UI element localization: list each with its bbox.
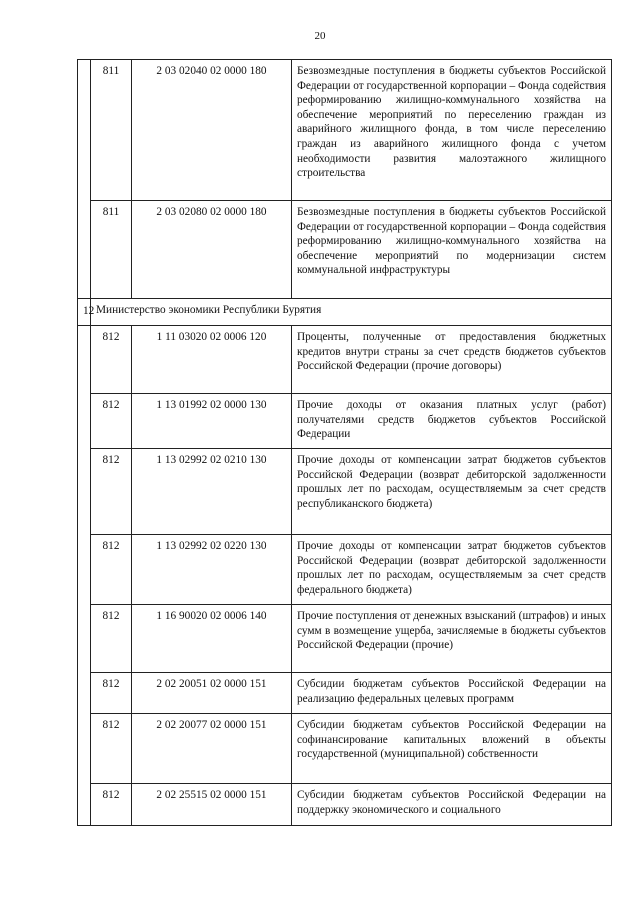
revenue-name-cell: Субсидии бюджетам субъектов Российской Федерации на реализацию федеральных целевых программ — [292, 673, 612, 714]
ministry-name: Министерство экономики Республики Бурятия — [91, 299, 612, 326]
admin-code-cell: 812 — [91, 714, 132, 784]
revenue-code-cell: 2 03 02040 02 0000 180 — [132, 60, 292, 201]
table-row — [78, 605, 612, 673]
revenue-code-cell: 2 03 02080 02 0000 180 — [132, 201, 292, 299]
revenue-name-cell: Прочие доходы от оказания платных услуг (работ) получателями средств бюджетов субъектов Российской Федерации — [292, 394, 612, 449]
admin-code-cell: 812 — [91, 784, 132, 826]
revenue-codes-table — [77, 59, 612, 826]
admin-code-cell: 811 — [91, 60, 132, 201]
row-number-cell — [78, 326, 91, 826]
revenue-name-cell: Субсидии бюджетам субъектов Российской Федерации на поддержку экономического и социального — [292, 784, 612, 826]
revenue-code-cell: 1 11 03020 02 0006 120 — [132, 326, 292, 394]
table-row — [78, 60, 612, 201]
ministry-row — [78, 299, 612, 326]
revenue-code-cell: 2 02 20051 02 0000 151 — [132, 673, 292, 714]
page-number: 20 — [314, 30, 326, 42]
table-row — [78, 326, 612, 394]
table-row — [78, 784, 612, 826]
admin-code-cell: 812 — [91, 535, 132, 605]
table-row — [78, 394, 612, 449]
revenue-code-cell: 1 13 02992 02 0220 130 — [132, 535, 292, 605]
revenue-code-cell: 2 02 25515 02 0000 151 — [132, 784, 292, 826]
admin-code-cell: 812 — [91, 449, 132, 535]
revenue-code-cell: 1 13 01992 02 0000 130 — [132, 394, 292, 449]
table-row — [78, 673, 612, 714]
admin-code-cell: 811 — [91, 201, 132, 299]
revenue-name-cell: Прочие поступления от денежных взысканий (штрафов) и иных сумм в возмещение ущерба, зачисляемые в бюджеты субъектов Российской Федерации (прочие) — [292, 605, 612, 673]
revenue-code-cell: 1 13 02992 02 0210 130 — [132, 449, 292, 535]
revenue-name-cell: Прочие доходы от компенсации затрат бюджетов субъектов Российской Федерации (возврат дебиторской задолженности прошлых лет по расходам, осуществляемым за счет средств республиканского бюджета) — [292, 449, 612, 535]
revenue-name-cell: Прочие доходы от компенсации затрат бюджетов субъектов Российской Федерации (возврат дебиторской задолженности прошлых лет по расходам, осуществляемым за счет средств федерального бюджета) — [292, 535, 612, 605]
row-number-cell — [78, 60, 91, 299]
admin-code-cell: 812 — [91, 673, 132, 714]
revenue-code-cell: 2 02 20077 02 0000 151 — [132, 714, 292, 784]
revenue-name-cell: Субсидии бюджетам субъектов Российской Федерации на софинансирование капитальных вложений в объекты государственной (муниципальной) собственности — [292, 714, 612, 784]
revenue-name-cell: Безвозмездные поступления в бюджеты субъектов Российской Федерации от государственной корпорации – Фонда содействия реформированию жилищно-коммунального хозяйства на обеспечение мероприятий по модернизации систем коммунальной инфраструктуры — [292, 201, 612, 299]
revenue-name-cell: Безвозмездные поступления в бюджеты субъектов Российской Федерации от государственной корпорации – Фонда содействия реформированию жилищно-коммунального хозяйства на обеспечение мероприятий по переселению граждан из аварийного жилищного фонда, в том числе переселению граждан из аварийного жилищного фонда с учетом необходимости развития малоэтажного жилищного строительства — [292, 60, 612, 201]
table-row — [78, 714, 612, 784]
table-row — [78, 201, 612, 299]
table-row — [78, 449, 612, 535]
admin-code-cell: 812 — [91, 326, 132, 394]
table-row — [78, 535, 612, 605]
revenue-name-cell: Проценты, полученные от предоставления бюджетных кредитов внутри страны за счет средств бюджетов субъектов Российской Федерации (прочие договоры) — [292, 326, 612, 394]
revenue-code-cell: 1 16 90020 02 0006 140 — [132, 605, 292, 673]
ministry-number: 12 — [78, 299, 91, 326]
admin-code-cell: 812 — [91, 605, 132, 673]
admin-code-cell: 812 — [91, 394, 132, 449]
